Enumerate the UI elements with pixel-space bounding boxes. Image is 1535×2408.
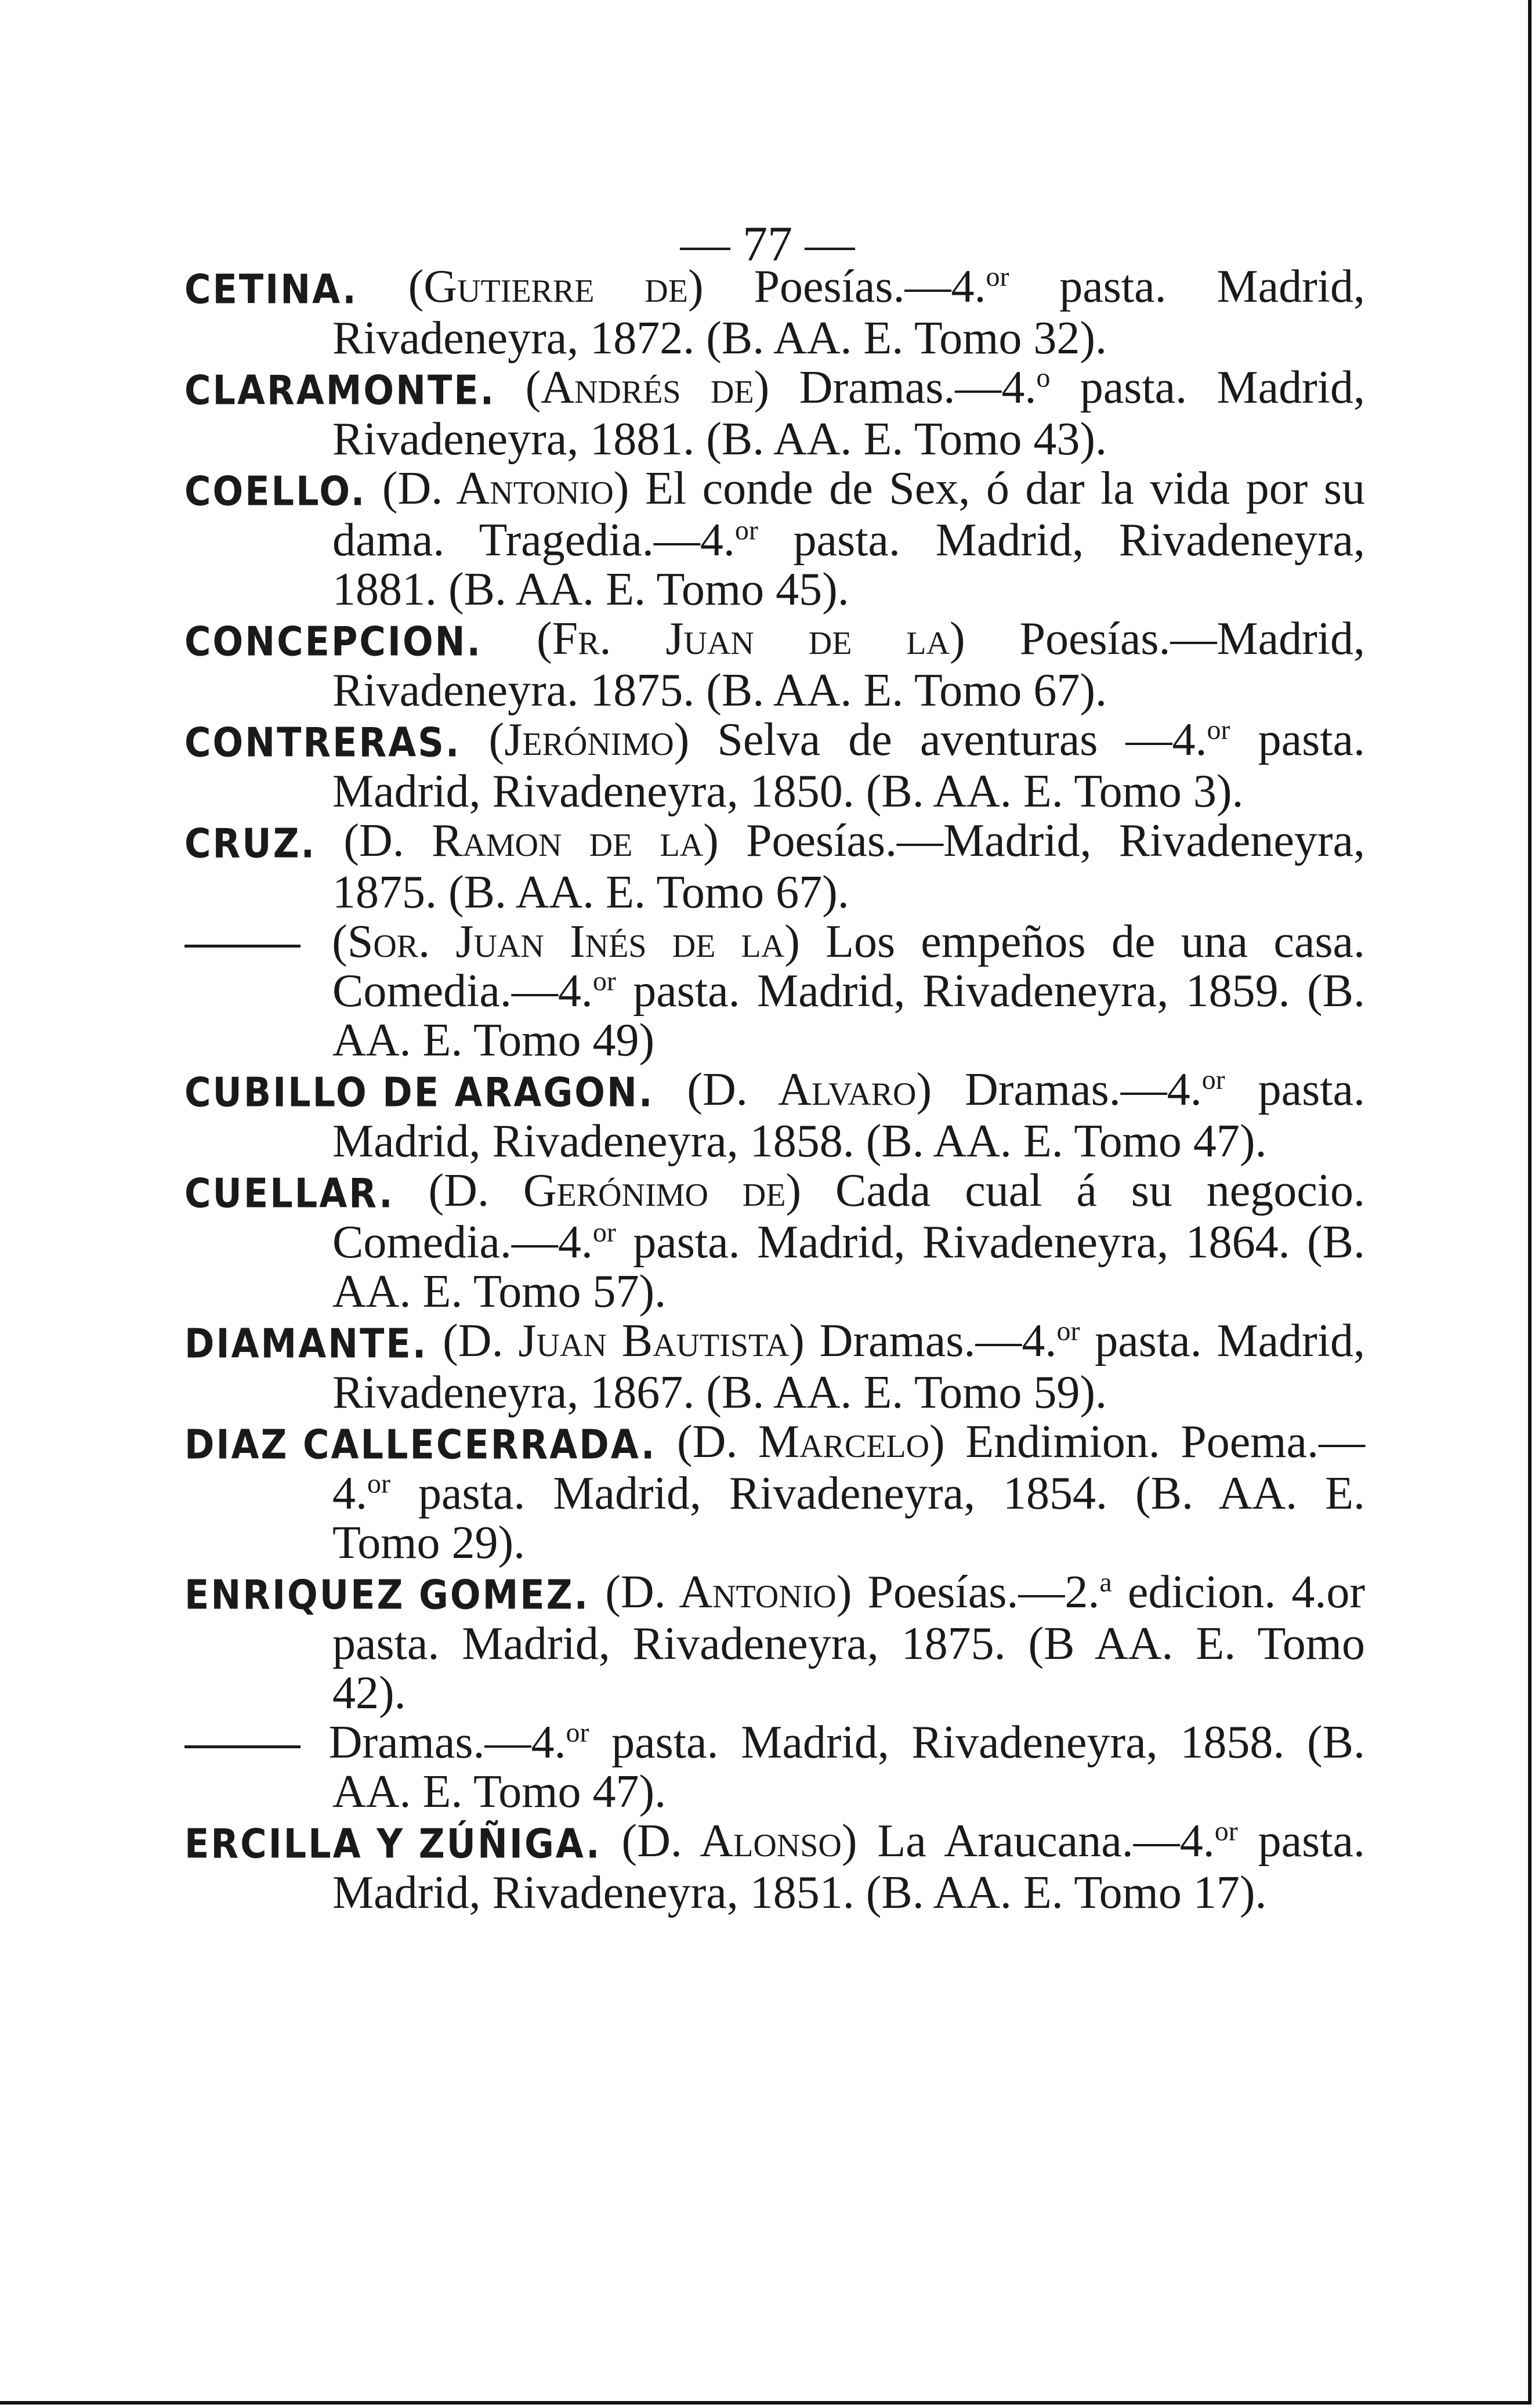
entry-heading: CONTRERAS.	[184, 718, 461, 766]
entry-author: (Fr. Juan de la)	[537, 613, 965, 664]
catalog-entry	[184, 816, 1365, 917]
entry-tail: pasta. Madrid, Rivadeneyra, 1854. (B. AA. E. Tomo 29).	[332, 1468, 1366, 1568]
entry-heading: COELLO.	[184, 467, 367, 515]
entry-body: La Araucana.—4.	[877, 1816, 1215, 1867]
entry-superscript: or	[592, 1217, 616, 1248]
catalog-entry	[184, 464, 1365, 614]
catalog-entry	[184, 1166, 1365, 1317]
entry-author: (D. Antonio)	[382, 463, 629, 514]
catalog-entries	[184, 262, 1365, 1918]
catalog-entry	[184, 262, 1365, 363]
entry-tail: pasta. Madrid, Rivadeneyra, 1864. (B. AA. E. Tomo 57).	[332, 1217, 1366, 1317]
entry-body: Dramas.—4.	[964, 1064, 1202, 1115]
catalog-entry	[184, 1065, 1365, 1166]
ditto-dash	[184, 917, 306, 967]
entry-author: (Jerónimo)	[488, 714, 690, 765]
entry-heading: CETINA.	[184, 265, 358, 313]
entry-body: Los empeños de una casa. Comedia.—4.	[332, 916, 1365, 1017]
entry-tail: pasta. Madrid, Rivadeneyra, 1850. (B. AA. E. Tomo 3).	[332, 714, 1366, 817]
entry-body: El conde de Sex, ó dar la vida por su dama. Tragedia.—4.	[332, 463, 1366, 566]
entry-author: (D. Gerónimo de)	[428, 1165, 802, 1216]
entry-superscript: or	[986, 261, 1009, 292]
entry-author: (Gutierre de)	[408, 261, 704, 312]
entry-superscript: or	[1207, 714, 1230, 746]
ditto-dash	[184, 1718, 306, 1767]
entry-body: Endimion. Poema.—4.	[332, 1416, 1366, 1519]
entry-body: Selva de aventuras —4.	[717, 714, 1207, 765]
entry-superscript: or	[367, 1468, 390, 1499]
entry-superscript: o	[1036, 362, 1051, 393]
entry-heading: CRUZ.	[184, 819, 317, 867]
catalog-entry	[184, 363, 1365, 464]
entry-tail: edicion. 4.or pasta. Madrid, Rivadeneyra, 1875. (B AA. E. Tomo 42).	[332, 1567, 1365, 1719]
catalog-entry	[184, 1418, 1365, 1568]
entry-heading: CUBILLO DE ARAGON.	[184, 1068, 654, 1116]
entry-author: (Sor. Juan Inés de la)	[332, 916, 800, 967]
entry-tail: pasta. Madrid, Rivadeneyra, 1851. (B. AA. E. Tomo 17).	[332, 1816, 1366, 1918]
catalog-entry	[184, 715, 1365, 816]
entry-superscript: or	[1214, 1816, 1238, 1847]
entry-tail: pasta. Madrid, Rivadeneyra, 1872. (B. AA. E. Tomo 32).	[332, 261, 1366, 364]
entry-author: (D. Marcelo)	[676, 1416, 945, 1467]
catalog-entry	[184, 1317, 1365, 1418]
entry-body: Dramas.—4.	[328, 1717, 566, 1768]
catalog-entry	[184, 1568, 1365, 1718]
entry-heading: CUELLAR.	[184, 1169, 394, 1217]
entry-superscript: a	[1099, 1567, 1112, 1598]
catalog-entry-continuation	[184, 917, 1365, 1065]
entry-superscript: or	[734, 515, 758, 546]
entry-heading: CONCEPCION.	[184, 617, 483, 666]
entry-body: Dramas.—4.	[819, 1315, 1057, 1366]
entry-body: Poesías.—2.	[867, 1567, 1100, 1618]
entry-author: (Andrés de)	[525, 362, 770, 413]
catalog-entry	[184, 1817, 1365, 1918]
entry-author: (D. Alvaro)	[687, 1064, 932, 1115]
entry-tail: pasta. Madrid, Rivadeneyra, 1858. (B. AA. E. Tomo 47).	[332, 1064, 1366, 1167]
entry-heading: CLARAMONTE.	[184, 366, 496, 414]
entry-body: Cada cual á su negocio. Comedia.—4.	[332, 1165, 1366, 1268]
entry-heading: ERCILLA Y ZÚÑIGA.	[184, 1820, 602, 1868]
entry-tail: pasta. Madrid, Rivadeneyra, 1859. (B. AA. E. Tomo 49)	[332, 966, 1366, 1066]
entry-superscript: or	[1056, 1315, 1080, 1347]
entry-tail: pasta. Madrid, Rivadeneyra, 1881. (B. AA. E. Tomo 43).	[332, 362, 1365, 465]
entry-body: Poesías.—4.	[754, 261, 986, 312]
catalog-entry-continuation	[184, 1718, 1365, 1817]
entry-tail: pasta. Madrid, Rivadeneyra, 1867. (B. AA. E. Tomo 59).	[332, 1315, 1366, 1418]
page-number: — 77 —	[680, 216, 855, 272]
entry-author: (D. Antonio)	[605, 1567, 852, 1618]
entry-tail: pasta. Madrid, Rivadeneyra, 1858. (B. AA. E. Tomo 47).	[332, 1717, 1366, 1817]
entry-superscript: or	[566, 1717, 589, 1748]
entry-superscript: or	[1201, 1064, 1225, 1095]
entry-heading: DIAZ CALLECERRADA.	[184, 1420, 657, 1469]
entry-author: (D. Ramon de la)	[343, 815, 719, 866]
entry-author: (D. Juan Bautista)	[443, 1315, 805, 1366]
entry-author: (D. Alonso)	[621, 1816, 857, 1867]
entry-body: Poesías.—Madrid, Rivadeneyra. 1875. (B. AA. E. Tomo 67).	[332, 613, 1366, 716]
entry-heading: ENRIQUEZ GOMEZ.	[184, 1571, 590, 1619]
entry-body: Dramas.—4.	[799, 362, 1037, 413]
catalog-entry	[184, 614, 1365, 715]
entry-heading: DIAMANTE.	[184, 1319, 428, 1368]
entry-tail: pasta. Madrid, Rivadeneyra, 1881. (B. AA. E. Tomo 45).	[332, 515, 1365, 615]
entry-superscript: or	[592, 966, 616, 997]
entry-body: Poesías.—Madrid, Rivadeneyra, 1875. (B. AA. E. Tomo 67).	[332, 815, 1366, 918]
